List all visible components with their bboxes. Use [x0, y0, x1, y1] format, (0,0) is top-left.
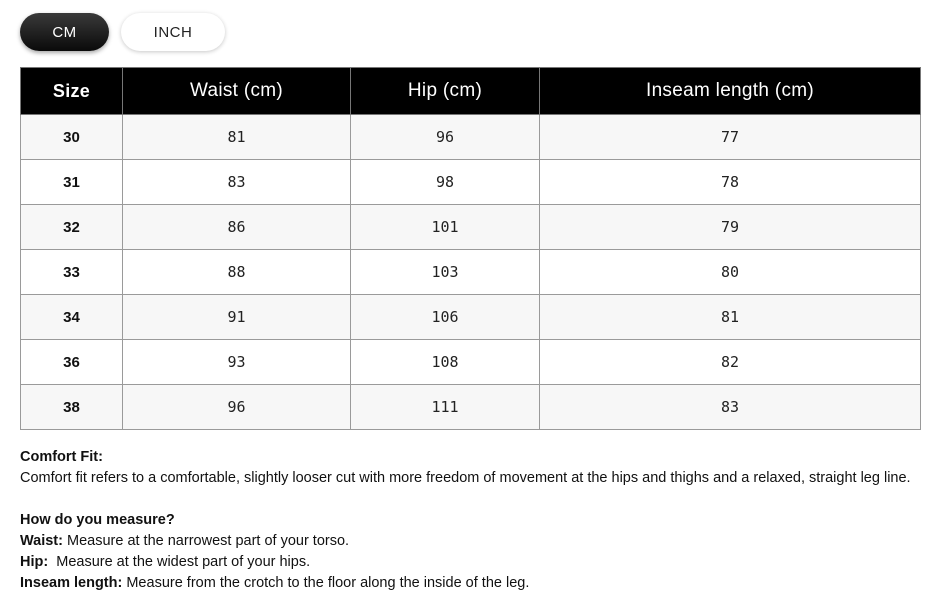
comfort-fit-heading: Comfort Fit: — [20, 449, 103, 465]
size-cell: 30 — [21, 115, 123, 160]
hip-cell: 111 — [351, 385, 540, 430]
size-chart-table — [20, 67, 921, 430]
measure-text: Measure at the narrowest part of your torso. — [62, 533, 350, 549]
size-cell: 34 — [21, 295, 123, 340]
table-row — [21, 385, 921, 430]
header-size: Size — [21, 68, 123, 115]
header-waist: Waist (cm) — [123, 68, 351, 115]
table-header-row — [21, 68, 921, 115]
inseam-cell: 77 — [540, 115, 921, 160]
inseam-cell: 81 — [540, 295, 921, 340]
measure-text: Measure at the widest part of your hips. — [48, 554, 311, 570]
inch-button[interactable]: INCH — [121, 13, 225, 51]
waist-cell: 91 — [123, 295, 351, 340]
hip-cell: 108 — [351, 340, 540, 385]
waist-cell: 88 — [123, 250, 351, 295]
size-cell: 31 — [21, 160, 123, 205]
measure-label: Inseam length: — [20, 575, 123, 591]
inseam-cell: 78 — [540, 160, 921, 205]
waist-cell: 93 — [123, 340, 351, 385]
hip-cell: 103 — [351, 250, 540, 295]
measure-text: Measure from the crotch to the floor along the inside of the leg. — [122, 575, 530, 591]
waist-cell: 83 — [123, 160, 351, 205]
hip-cell: 98 — [351, 160, 540, 205]
table-row — [21, 115, 921, 160]
comfort-fit-description: Comfort fit refers to a comfortable, slightly looser cut with more freedom of movement at the hips and thighs and a relaxed, straight leg line. — [20, 470, 911, 486]
size-cell: 32 — [21, 205, 123, 250]
measure-item-hip — [20, 552, 930, 573]
header-hip: Hip (cm) — [351, 68, 540, 115]
fit-notes — [20, 447, 930, 594]
waist-cell: 86 — [123, 205, 351, 250]
cm-button[interactable]: CM — [20, 13, 109, 51]
hip-cell: 96 — [351, 115, 540, 160]
hip-cell: 106 — [351, 295, 540, 340]
table-row — [21, 340, 921, 385]
size-cell: 38 — [21, 385, 123, 430]
waist-cell: 96 — [123, 385, 351, 430]
hip-cell: 101 — [351, 205, 540, 250]
measure-item-inseam — [20, 573, 930, 594]
table-row — [21, 295, 921, 340]
table-row — [21, 205, 921, 250]
inseam-cell: 79 — [540, 205, 921, 250]
table-row — [21, 250, 921, 295]
measure-item-waist — [20, 531, 930, 552]
header-inseam: Inseam length (cm) — [540, 68, 921, 115]
inseam-cell: 83 — [540, 385, 921, 430]
measure-label: Waist: — [20, 533, 63, 549]
waist-cell: 81 — [123, 115, 351, 160]
table-row — [21, 160, 921, 205]
measure-label: Hip: — [20, 554, 49, 570]
measure-heading: How do you measure? — [20, 512, 175, 528]
unit-toggle — [20, 13, 225, 51]
size-cell: 33 — [21, 250, 123, 295]
inseam-cell: 80 — [540, 250, 921, 295]
inseam-cell: 82 — [540, 340, 921, 385]
size-cell: 36 — [21, 340, 123, 385]
